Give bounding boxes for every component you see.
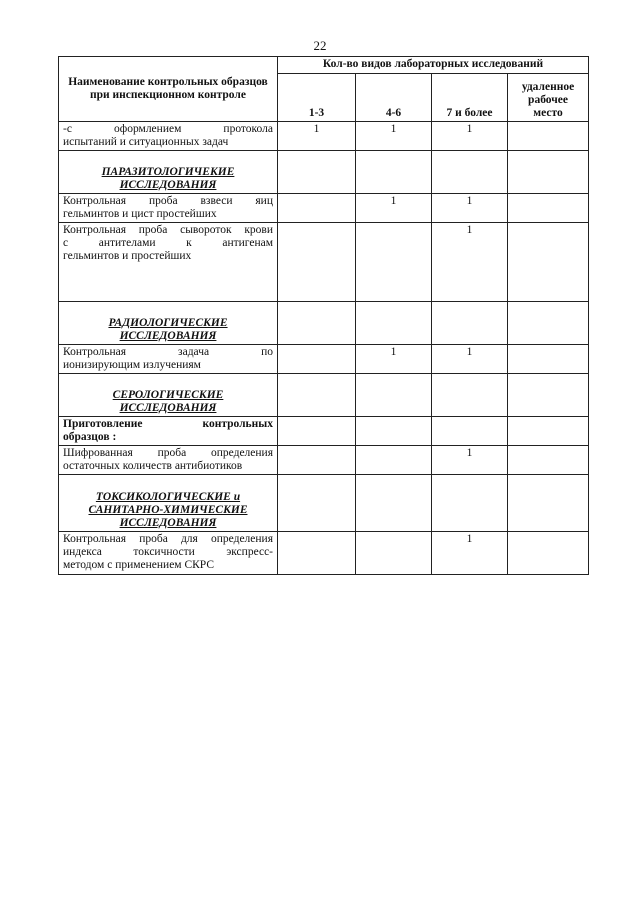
cell-remote xyxy=(508,122,589,151)
cell-4-6 xyxy=(356,532,432,575)
cell-7-plus: 1 xyxy=(432,532,508,575)
cell-remote xyxy=(508,194,589,223)
cell-7-plus: 1 xyxy=(432,345,508,374)
row-name xyxy=(59,194,278,223)
row-name-line: -с оформлением протокола xyxy=(63,123,273,135)
page-number: 22 xyxy=(313,38,327,53)
cell-4-6 xyxy=(356,446,432,475)
table-row xyxy=(59,122,589,151)
section-row xyxy=(59,151,589,194)
cell-7-plus: 1 xyxy=(432,194,508,223)
row-name xyxy=(59,532,278,575)
table-row xyxy=(59,345,589,374)
section-title-line: САНИТАРНО-ХИМИЧЕСКИЕ xyxy=(88,504,248,516)
cell-4-6: 1 xyxy=(356,194,432,223)
header-col-4-6: 4-6 xyxy=(356,74,432,122)
row-name-line: индекса токсичности экспресс- xyxy=(63,546,273,558)
row-name xyxy=(59,417,278,446)
header-group: Кол-во видов лабораторных исследований xyxy=(278,57,589,74)
header-col-7-plus: 7 и более xyxy=(432,74,508,122)
header-name-column: Наименование контрольных образцов при инспекционном контроле xyxy=(59,57,278,122)
row-name xyxy=(59,223,278,302)
row-name-line: Контрольная проба сывороток крови xyxy=(63,224,273,236)
section-title: ПАРАЗИТОЛОГИЧЕКИЕ ИССЛЕДОВАНИЯ xyxy=(59,151,278,194)
section-title: СЕРОЛОГИЧЕСКИЕ ИССЛЕДОВАНИЯ xyxy=(59,374,278,417)
row-name-line: гельминтов и цист простейших xyxy=(63,208,217,220)
header-col-remote: удаленное рабочее место xyxy=(508,74,589,122)
row-name-line: образцов : xyxy=(63,431,117,443)
section-row xyxy=(59,374,589,417)
cell-1-3: 1 xyxy=(278,122,356,151)
row-name xyxy=(59,446,278,475)
row-name-line: гельминтов и простейших xyxy=(63,250,192,262)
header-col-1-3: 1-3 xyxy=(278,74,356,122)
cell-4-6: 1 xyxy=(356,122,432,151)
row-name-line: Контрольная задача по xyxy=(63,346,273,358)
section-title-line: ИССЛЕДОВАНИЯ xyxy=(119,517,217,529)
table-row xyxy=(59,446,589,475)
table-row xyxy=(59,417,589,446)
cell-1-3 xyxy=(278,194,356,223)
table-row xyxy=(59,194,589,223)
row-name-line: ионизирующим излучениям xyxy=(63,359,201,371)
cell-7-plus: 1 xyxy=(432,223,508,302)
row-name-line: Приготовление контрольных xyxy=(63,418,273,430)
cell-4-6: 1 xyxy=(356,345,432,374)
cell-remote xyxy=(508,532,589,575)
section-row xyxy=(59,302,589,345)
section-title: РАДИОЛОГИЧЕСКИЕ ИССЛЕДОВАНИЯ xyxy=(59,302,278,345)
row-name-line: методом с применением СКРС xyxy=(63,559,214,571)
section-row xyxy=(59,475,589,532)
table-row xyxy=(59,223,589,302)
row-name-line: Шифрованная проба определения xyxy=(63,447,273,459)
row-name-line: остаточных количеств антибиотиков xyxy=(63,460,243,472)
inspection-control-table xyxy=(58,56,589,575)
cell-7-plus: 1 xyxy=(432,122,508,151)
section-title-line: ТОКСИКОЛОГИЧЕСКИЕ и xyxy=(95,491,241,503)
cell-7-plus: 1 xyxy=(432,446,508,475)
row-name xyxy=(59,345,278,374)
cell-1-3 xyxy=(278,345,356,374)
cell-remote xyxy=(508,223,589,302)
cell-4-6 xyxy=(356,223,432,302)
section-title xyxy=(59,475,278,532)
row-name-line: Контрольная проба взвеси яиц xyxy=(63,195,273,207)
row-name-line: Контрольная проба для определения xyxy=(63,533,273,545)
row-name-line: с антителами к антигенам xyxy=(63,237,273,249)
cell-1-3 xyxy=(278,446,356,475)
header-row xyxy=(59,57,589,74)
cell-remote xyxy=(508,345,589,374)
cell-1-3 xyxy=(278,223,356,302)
cell-1-3 xyxy=(278,532,356,575)
row-name-line: испытаний и ситуационных задач xyxy=(63,136,229,148)
row-name xyxy=(59,122,278,151)
table-row xyxy=(59,532,589,575)
cell-remote xyxy=(508,446,589,475)
